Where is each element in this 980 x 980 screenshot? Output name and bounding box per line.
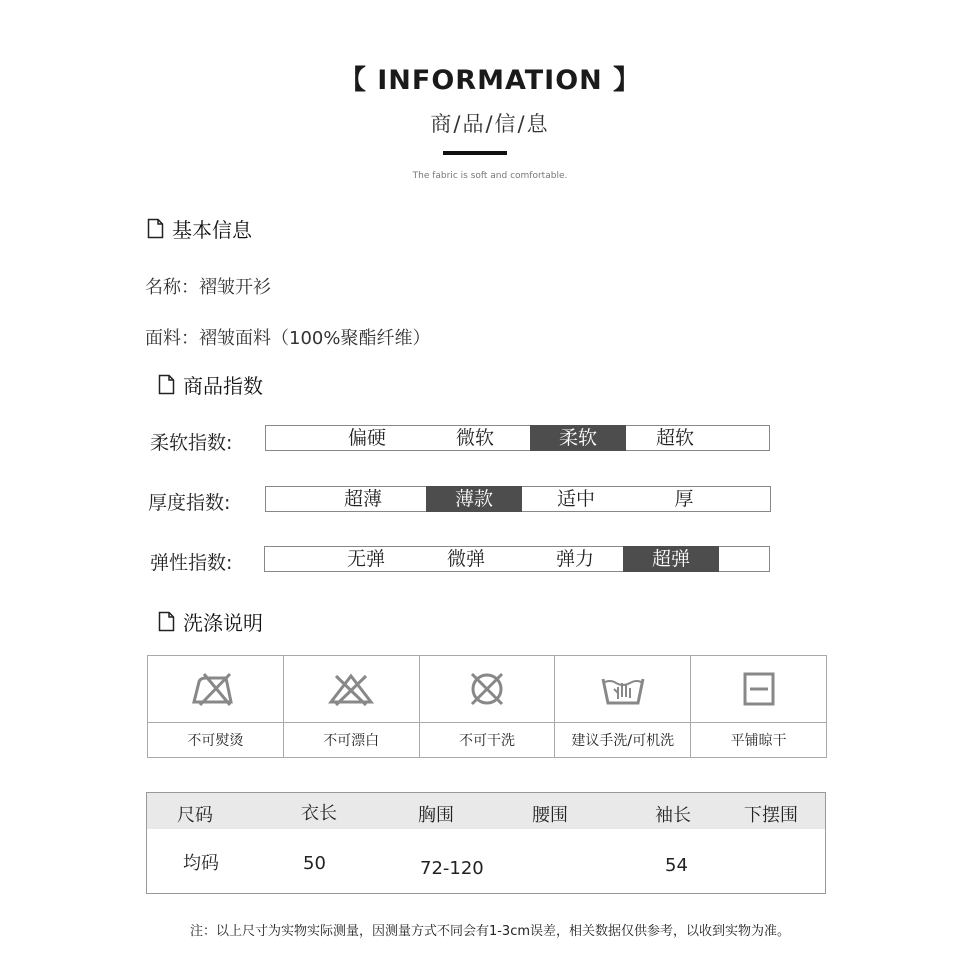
softness-label: 柔软指数:: [150, 432, 233, 454]
elasticity-option: 无弹: [346, 548, 385, 570]
softness-option-selected: 柔软: [530, 425, 626, 451]
document-icon: [147, 218, 164, 239]
elasticity-label: 弹性指数:: [150, 552, 233, 574]
size-row-cell: 均码: [183, 853, 219, 874]
care-label: 不可干洗: [458, 733, 515, 749]
softness-option: 微软: [455, 427, 494, 449]
product-name: 名称：褶皱开衫: [145, 277, 271, 298]
care-item: [555, 656, 691, 757]
page-title: 【 INFORMATION 】: [338, 65, 642, 96]
no-dry-clean-icon: [462, 671, 512, 707]
document-icon: [158, 374, 175, 395]
document-icon: [158, 611, 175, 632]
thickness-option-selected: 薄款: [426, 486, 522, 512]
dry-flat-icon: [734, 671, 784, 707]
elasticity-option: 微弹: [446, 548, 485, 570]
size-header-cell: 袖长: [655, 805, 691, 826]
thickness-option: 厚: [674, 488, 694, 510]
size-table: [146, 792, 826, 894]
size-header-cell: 下摆围: [744, 805, 798, 826]
size-header-cell: 腰围: [532, 805, 568, 826]
footnote: 注：以上尺寸为实物实际测量，因测量方式不同会有1-3cm误差，相关数据仅供参考，以收到实物为准。: [189, 924, 791, 939]
section-product-index: [158, 370, 263, 399]
no-bleach-icon: [326, 671, 376, 707]
size-header-cell: 衣长: [301, 803, 337, 824]
section-washing: [158, 607, 263, 636]
softness-option: 偏硬: [347, 427, 386, 449]
size-row-cell: 54: [665, 855, 688, 876]
thickness-option: 适中: [556, 488, 595, 510]
tagline: The fabric is soft and comfortable.: [412, 171, 568, 181]
size-table-header: [147, 793, 825, 829]
care-label: 平铺晾干: [730, 733, 787, 749]
care-instructions-grid: [147, 655, 827, 758]
care-item: [420, 656, 556, 757]
size-row-cell: 72-120: [420, 858, 484, 879]
section-heading: 商品指数: [183, 374, 263, 398]
care-item: [284, 656, 420, 757]
care-label: 建议手洗/可机洗: [571, 733, 675, 749]
thickness-option: 超薄: [343, 488, 382, 510]
no-iron-icon: [190, 671, 240, 707]
care-item: [691, 656, 826, 757]
elasticity-option-selected: 超弹: [623, 546, 719, 572]
size-header-cell: 胸围: [418, 805, 454, 826]
softness-option: 超软: [655, 427, 694, 449]
section-heading: 洗涤说明: [183, 611, 263, 635]
section-basic-info: [147, 214, 252, 243]
hand-wash-icon: [598, 671, 648, 707]
title-divider: [443, 151, 507, 155]
elasticity-option: 弹力: [555, 548, 594, 570]
care-label: 不可熨烫: [187, 733, 244, 749]
size-row-cell: 50: [303, 853, 326, 874]
page-subtitle: 商/品/信/息: [430, 112, 550, 136]
section-heading: 基本信息: [172, 218, 252, 242]
thickness-label: 厚度指数:: [148, 492, 231, 514]
care-label: 不可漂白: [323, 733, 380, 749]
product-fabric: 面料：褶皱面料（100%聚酯纤维）: [145, 328, 431, 349]
size-header-cell: 尺码: [177, 805, 213, 826]
elasticity-scale: [264, 546, 770, 572]
care-item: [148, 656, 284, 757]
softness-scale: [265, 425, 770, 451]
thickness-scale: [265, 486, 771, 512]
